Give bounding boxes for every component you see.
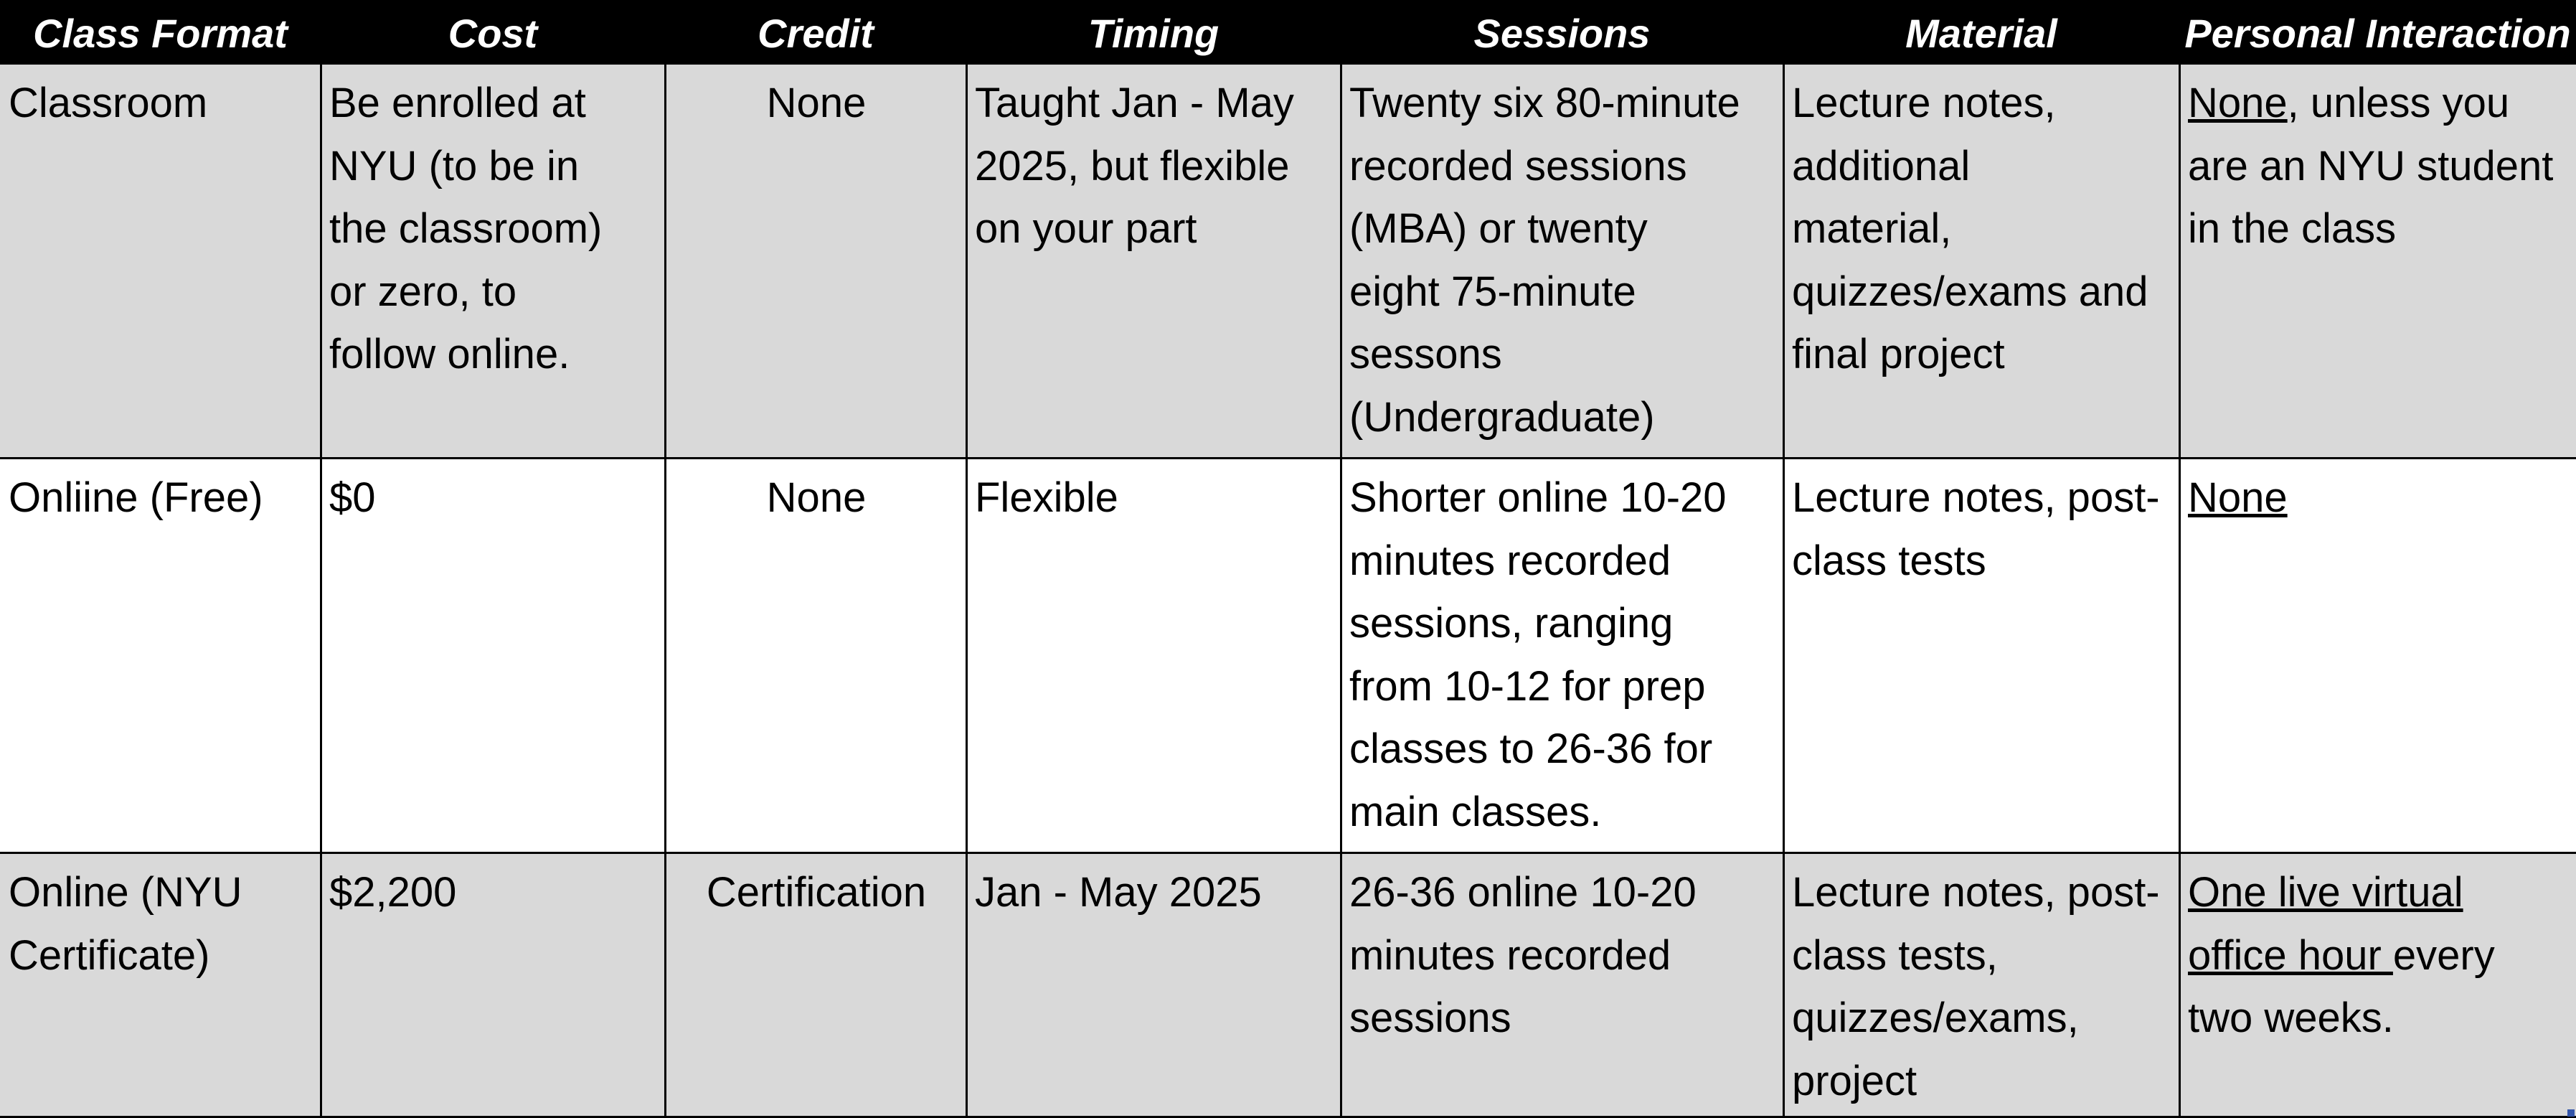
table-row bbox=[0, 65, 2576, 459]
table-row bbox=[0, 854, 2576, 1118]
cell-credit: None bbox=[766, 80, 867, 126]
column-divider bbox=[1783, 65, 1785, 1118]
header-cost: Cost bbox=[448, 11, 538, 56]
header-sessions: Sessions bbox=[1473, 11, 1651, 56]
interaction-underlined-text: None bbox=[2188, 80, 2288, 126]
cell-credit: Certification bbox=[706, 869, 927, 916]
header-credit: Credit bbox=[758, 11, 874, 56]
cell-cost: $0 bbox=[329, 474, 376, 521]
header-material: Material bbox=[1905, 11, 2057, 56]
cell-timing: Jan - May 2025 bbox=[975, 869, 1262, 916]
interaction-text: , unless you are an NYU student in the class bbox=[2188, 80, 2554, 252]
header-timing: Timing bbox=[1088, 11, 1219, 56]
header-class-format: Class Format bbox=[33, 11, 288, 56]
cell-personal-interaction bbox=[2179, 854, 2576, 1118]
cell-sessions: 26-36 online 10-20 minutes recorded sessions bbox=[1349, 869, 1697, 1041]
cell-credit: None bbox=[766, 474, 867, 521]
cell-material: Lecture notes, additional material, quizzes/exams and final project bbox=[1792, 80, 2148, 377]
cell-personal-interaction bbox=[2179, 65, 2576, 459]
interaction-underlined-text: One live virtual office hour bbox=[2188, 869, 2463, 979]
column-divider bbox=[966, 65, 968, 1118]
column-divider bbox=[320, 65, 322, 1118]
cell-sessions: Shorter online 10-20 minutes recorded sessions, ranging from 10-12 for prep classes to 26-36 for main classes. bbox=[1349, 474, 1727, 835]
cell-cost: $2,200 bbox=[329, 869, 457, 916]
resize-handle[interactable] bbox=[2567, 1109, 2575, 1117]
column-divider bbox=[1340, 65, 1342, 1118]
interaction-underlined-text: None bbox=[2188, 474, 2288, 521]
cell-class-format: Onliine (Free) bbox=[9, 474, 263, 521]
cell-material: Lecture notes, post- class tests bbox=[1792, 474, 2160, 584]
cell-timing: Taught Jan - May 2025, but flexible on your part bbox=[975, 80, 1294, 252]
cell-class-format: Online (NYU Certificate) bbox=[9, 869, 242, 979]
column-divider bbox=[2179, 65, 2181, 1118]
column-divider bbox=[664, 65, 666, 1118]
cell-cost: Be enrolled at NYU (to be in the classroom) or zero, to follow online. bbox=[329, 80, 603, 377]
table-row bbox=[0, 459, 2576, 854]
cell-sessions: Twenty six 80-minute recorded sessions (MBA) or twenty eight 75-minute sessons (Undergraduate) bbox=[1349, 80, 1740, 441]
cell-timing: Flexible bbox=[975, 474, 1118, 521]
cell-material: Lecture notes, post- class tests, quizzes/exams, project bbox=[1792, 869, 2160, 1104]
interaction-text: every two weeks. bbox=[2188, 931, 2495, 1041]
row-divider bbox=[0, 852, 2576, 854]
cell-personal-interaction bbox=[2179, 459, 2576, 854]
header-row bbox=[0, 0, 2576, 65]
cell-class-format: Classroom bbox=[9, 80, 208, 126]
header-personal-interaction: Personal Interaction bbox=[2184, 11, 2571, 56]
row-divider bbox=[0, 457, 2576, 459]
